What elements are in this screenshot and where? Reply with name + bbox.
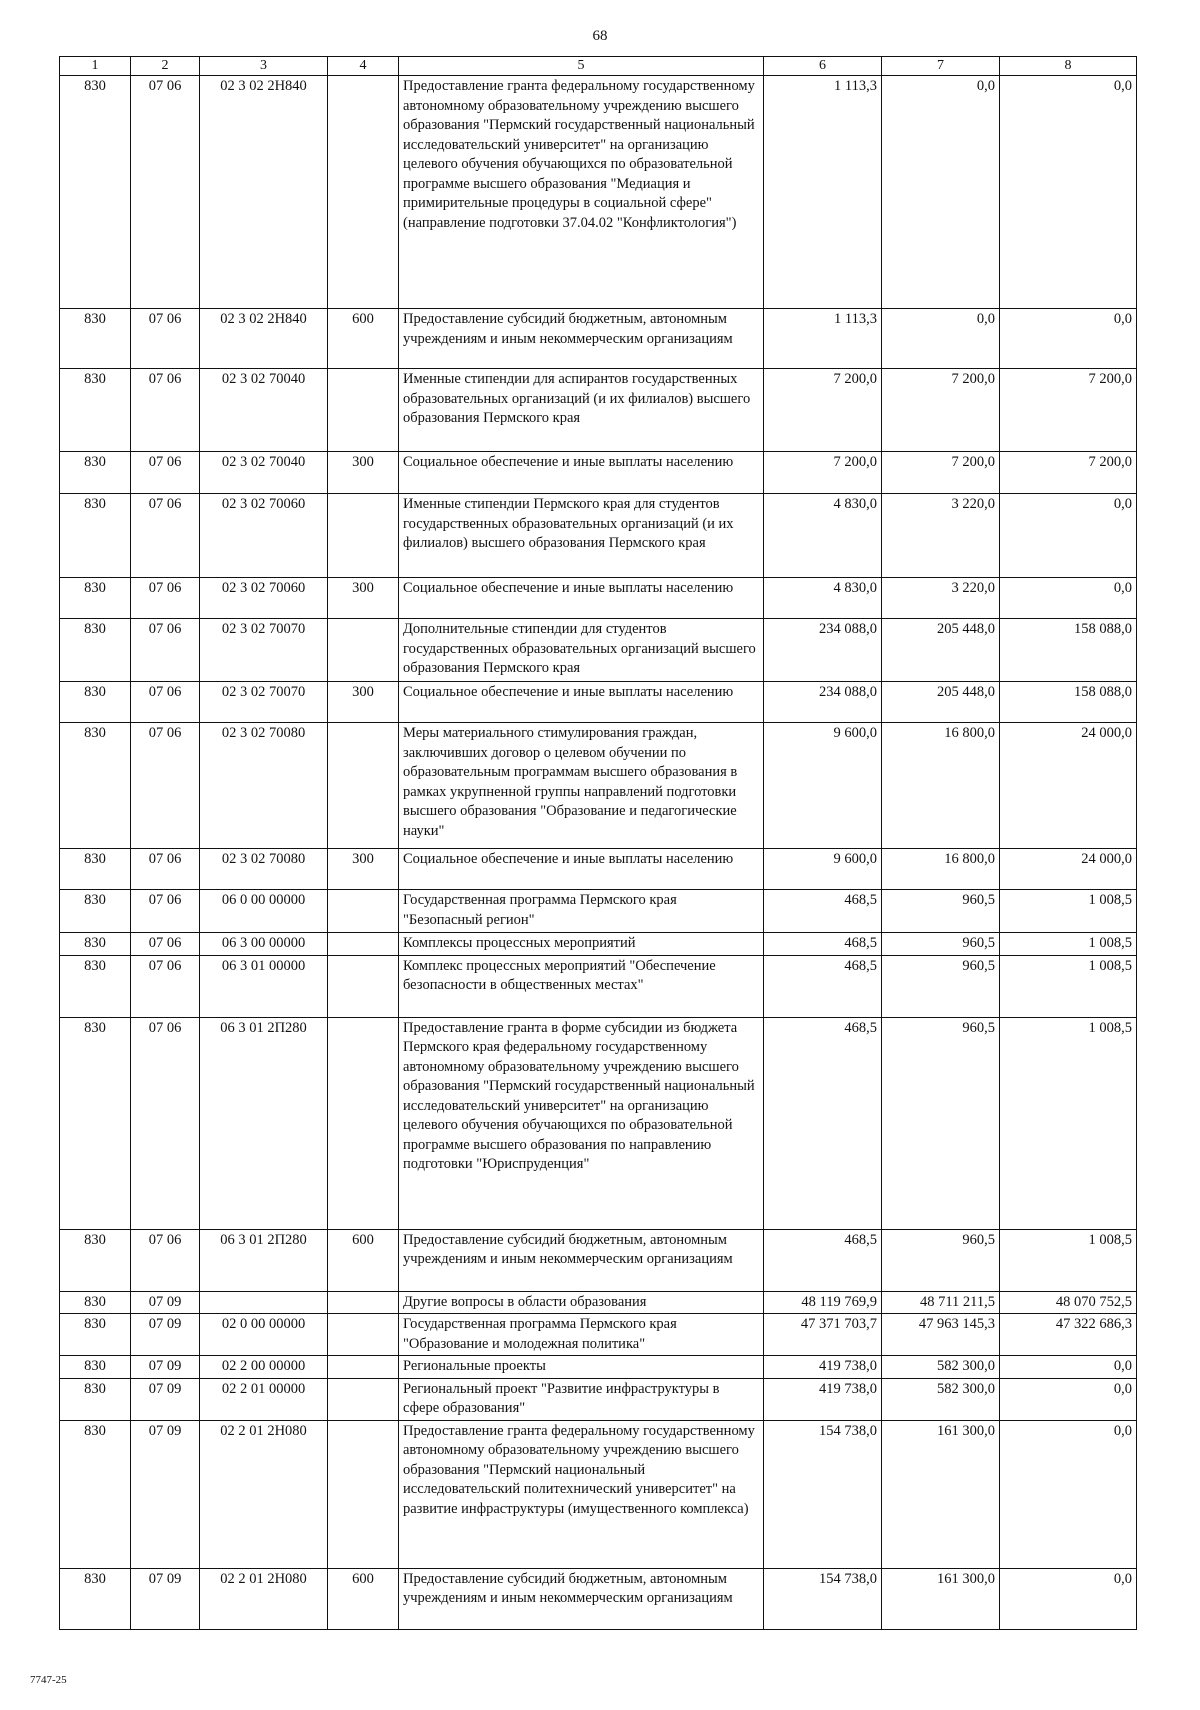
cell-target-code: 02 3 02 70040 <box>200 369 328 452</box>
cell-description: Предоставление субсидий бюджетным, автономным учреждениям и иным некоммерческим организациям <box>399 1568 764 1629</box>
table-row <box>60 890 1137 933</box>
cell-amount-year-3: 1 008,5 <box>1000 1017 1137 1229</box>
cell-target-code: 02 3 02 70040 <box>200 452 328 494</box>
table-row <box>60 619 1137 682</box>
cell-amount-year-1: 9 600,0 <box>764 849 882 890</box>
cell-target-code: 06 3 01 2П280 <box>200 1017 328 1229</box>
cell-amount-year-1: 7 200,0 <box>764 369 882 452</box>
table-row <box>60 494 1137 578</box>
cell-amount-year-2: 960,5 <box>882 1017 1000 1229</box>
cell-expense-type <box>328 890 399 933</box>
cell-amount-year-3: 24 000,0 <box>1000 723 1137 849</box>
cell-amount-year-1: 468,5 <box>764 1017 882 1229</box>
cell-section-code: 07 06 <box>131 682 200 723</box>
cell-admin-code: 830 <box>60 682 131 723</box>
cell-expense-type <box>328 933 399 956</box>
cell-amount-year-2: 960,5 <box>882 890 1000 933</box>
cell-amount-year-3: 1 008,5 <box>1000 1229 1137 1291</box>
cell-amount-year-3: 0,0 <box>1000 309 1137 369</box>
cell-section-code: 07 09 <box>131 1420 200 1568</box>
cell-amount-year-2: 0,0 <box>882 309 1000 369</box>
cell-amount-year-3: 0,0 <box>1000 1356 1137 1379</box>
cell-section-code: 07 09 <box>131 1568 200 1629</box>
cell-description: Региональные проекты <box>399 1356 764 1379</box>
cell-amount-year-2: 960,5 <box>882 933 1000 956</box>
cell-section-code: 07 06 <box>131 494 200 578</box>
cell-admin-code: 830 <box>60 494 131 578</box>
cell-expense-type <box>328 1314 399 1356</box>
cell-description: Государственная программа Пермского края "Образование и молодежная политика" <box>399 1314 764 1356</box>
cell-section-code: 07 06 <box>131 890 200 933</box>
cell-target-code: 02 2 00 00000 <box>200 1356 328 1379</box>
cell-amount-year-3: 0,0 <box>1000 494 1137 578</box>
cell-amount-year-3: 1 008,5 <box>1000 890 1137 933</box>
cell-target-code: 02 3 02 70070 <box>200 619 328 682</box>
column-header: 4 <box>328 57 399 76</box>
cell-amount-year-2: 161 300,0 <box>882 1568 1000 1629</box>
table-row <box>60 1229 1137 1291</box>
cell-description: Комплексы процессных мероприятий <box>399 933 764 956</box>
cell-amount-year-2: 0,0 <box>882 76 1000 309</box>
cell-amount-year-1: 4 830,0 <box>764 578 882 619</box>
cell-amount-year-1: 468,5 <box>764 933 882 956</box>
cell-description: Государственная программа Пермского края "Безопасный регион" <box>399 890 764 933</box>
cell-expense-type <box>328 619 399 682</box>
cell-amount-year-3: 1 008,5 <box>1000 955 1137 1017</box>
cell-description: Социальное обеспечение и иные выплаты населению <box>399 682 764 723</box>
table-row <box>60 1568 1137 1629</box>
cell-admin-code: 830 <box>60 890 131 933</box>
cell-expense-type <box>328 1378 399 1420</box>
cell-target-code <box>200 1291 328 1314</box>
cell-amount-year-1: 468,5 <box>764 1229 882 1291</box>
cell-amount-year-3: 0,0 <box>1000 1378 1137 1420</box>
cell-section-code: 07 06 <box>131 369 200 452</box>
cell-admin-code: 830 <box>60 1314 131 1356</box>
cell-admin-code: 830 <box>60 849 131 890</box>
cell-expense-type: 300 <box>328 682 399 723</box>
table-row <box>60 1291 1137 1314</box>
cell-admin-code: 830 <box>60 452 131 494</box>
cell-amount-year-1: 1 113,3 <box>764 76 882 309</box>
table-row <box>60 578 1137 619</box>
cell-target-code: 02 0 00 00000 <box>200 1314 328 1356</box>
cell-amount-year-1: 154 738,0 <box>764 1420 882 1568</box>
column-header: 5 <box>399 57 764 76</box>
cell-expense-type <box>328 1420 399 1568</box>
cell-target-code: 02 2 01 00000 <box>200 1378 328 1420</box>
table-row <box>60 452 1137 494</box>
cell-amount-year-1: 234 088,0 <box>764 619 882 682</box>
cell-expense-type <box>328 723 399 849</box>
cell-admin-code: 830 <box>60 1378 131 1420</box>
cell-description: Предоставление гранта в форме субсидии из бюджета Пермского края федеральному государственному автономному образовательному учреждению высшего образования "Пермский государственный национальный исследовательский университет" на организацию целевого обучения обучающихся по образовательной программе высшего образования по направлению подготовки "Юриспруденция" <box>399 1017 764 1229</box>
cell-section-code: 07 06 <box>131 723 200 849</box>
cell-amount-year-3: 7 200,0 <box>1000 369 1137 452</box>
cell-amount-year-2: 960,5 <box>882 955 1000 1017</box>
cell-amount-year-2: 16 800,0 <box>882 849 1000 890</box>
cell-amount-year-2: 7 200,0 <box>882 452 1000 494</box>
table-row <box>60 933 1137 956</box>
cell-amount-year-3: 48 070 752,5 <box>1000 1291 1137 1314</box>
column-header: 7 <box>882 57 1000 76</box>
cell-amount-year-1: 468,5 <box>764 890 882 933</box>
cell-section-code: 07 06 <box>131 955 200 1017</box>
cell-section-code: 07 06 <box>131 452 200 494</box>
table-row <box>60 1420 1137 1568</box>
cell-expense-type: 600 <box>328 1568 399 1629</box>
cell-amount-year-1: 419 738,0 <box>764 1356 882 1379</box>
table-row <box>60 723 1137 849</box>
table-row <box>60 309 1137 369</box>
cell-section-code: 07 09 <box>131 1378 200 1420</box>
cell-amount-year-1: 1 113,3 <box>764 309 882 369</box>
cell-description: Комплекс процессных мероприятий "Обеспечение безопасности в общественных местах" <box>399 955 764 1017</box>
cell-description: Социальное обеспечение и иные выплаты населению <box>399 578 764 619</box>
cell-section-code: 07 06 <box>131 76 200 309</box>
table-row <box>60 76 1137 309</box>
page-number: 68 <box>592 28 608 44</box>
cell-amount-year-3: 0,0 <box>1000 1568 1137 1629</box>
cell-expense-type <box>328 1356 399 1379</box>
cell-admin-code: 830 <box>60 619 131 682</box>
table-row <box>60 1314 1137 1356</box>
table-row <box>60 369 1137 452</box>
cell-amount-year-3: 1 008,5 <box>1000 933 1137 956</box>
cell-description: Именные стипендии Пермского края для студентов государственных образовательных организаций (и их филиалов) высшего образования Пермского края <box>399 494 764 578</box>
cell-amount-year-1: 4 830,0 <box>764 494 882 578</box>
cell-expense-type <box>328 955 399 1017</box>
cell-description: Предоставление субсидий бюджетным, автономным учреждениям и иным некоммерческим организациям <box>399 309 764 369</box>
cell-target-code: 06 0 00 00000 <box>200 890 328 933</box>
cell-expense-type: 300 <box>328 452 399 494</box>
cell-expense-type: 600 <box>328 309 399 369</box>
cell-target-code: 06 3 00 00000 <box>200 933 328 956</box>
cell-expense-type <box>328 1291 399 1314</box>
table-row <box>60 849 1137 890</box>
cell-amount-year-1: 154 738,0 <box>764 1568 882 1629</box>
cell-amount-year-3: 7 200,0 <box>1000 452 1137 494</box>
cell-section-code: 07 09 <box>131 1314 200 1356</box>
cell-description: Другие вопросы в области образования <box>399 1291 764 1314</box>
cell-admin-code: 830 <box>60 578 131 619</box>
column-header: 6 <box>764 57 882 76</box>
cell-section-code: 07 06 <box>131 849 200 890</box>
cell-target-code: 02 3 02 70060 <box>200 494 328 578</box>
table-row <box>60 682 1137 723</box>
cell-amount-year-2: 48 711 211,5 <box>882 1291 1000 1314</box>
cell-amount-year-1: 7 200,0 <box>764 452 882 494</box>
cell-amount-year-1: 9 600,0 <box>764 723 882 849</box>
cell-description: Именные стипендии для аспирантов государственных образовательных организаций (и их филиалов) высшего образования Пермского края <box>399 369 764 452</box>
column-header: 8 <box>1000 57 1137 76</box>
table-row <box>60 955 1137 1017</box>
cell-admin-code: 830 <box>60 1420 131 1568</box>
cell-description: Предоставление гранта федеральному государственному автономному образовательному учреждению высшего образования "Пермский национальный исследовательский политехнический университет" на развитие инфраструктуры (имущественного комплекса) <box>399 1420 764 1568</box>
cell-section-code: 07 06 <box>131 619 200 682</box>
budget-table <box>59 56 1137 1630</box>
cell-description: Меры материального стимулирования граждан, заключивших договор о целевом обучении по образовательным программам высшего образования в рамках укрупненной группы направлений подготовки высшего образования "Образование и педагогические науки" <box>399 723 764 849</box>
cell-admin-code: 830 <box>60 76 131 309</box>
cell-target-code: 02 3 02 70070 <box>200 682 328 723</box>
table-row <box>60 1356 1137 1379</box>
cell-target-code: 02 3 02 70080 <box>200 723 328 849</box>
cell-description: Предоставление субсидий бюджетным, автономным учреждениям и иным некоммерческим организациям <box>399 1229 764 1291</box>
cell-amount-year-2: 582 300,0 <box>882 1356 1000 1379</box>
cell-amount-year-1: 419 738,0 <box>764 1378 882 1420</box>
cell-expense-type: 300 <box>328 578 399 619</box>
cell-amount-year-2: 7 200,0 <box>882 369 1000 452</box>
cell-expense-type <box>328 494 399 578</box>
cell-amount-year-2: 205 448,0 <box>882 619 1000 682</box>
cell-amount-year-3: 47 322 686,3 <box>1000 1314 1137 1356</box>
cell-admin-code: 830 <box>60 1229 131 1291</box>
cell-admin-code: 830 <box>60 955 131 1017</box>
cell-description: Социальное обеспечение и иные выплаты населению <box>399 452 764 494</box>
cell-expense-type: 600 <box>328 1229 399 1291</box>
column-header: 2 <box>131 57 200 76</box>
cell-target-code: 02 3 02 2Н840 <box>200 309 328 369</box>
cell-expense-type <box>328 76 399 309</box>
cell-amount-year-2: 582 300,0 <box>882 1378 1000 1420</box>
cell-amount-year-2: 161 300,0 <box>882 1420 1000 1568</box>
cell-amount-year-3: 0,0 <box>1000 1420 1137 1568</box>
cell-section-code: 07 09 <box>131 1291 200 1314</box>
cell-amount-year-3: 24 000,0 <box>1000 849 1137 890</box>
cell-description: Региональный проект "Развитие инфраструктуры в сфере образования" <box>399 1378 764 1420</box>
cell-amount-year-3: 158 088,0 <box>1000 619 1137 682</box>
cell-section-code: 07 09 <box>131 1356 200 1379</box>
cell-admin-code: 830 <box>60 1568 131 1629</box>
document-code: 7747-25 <box>30 1674 67 1686</box>
cell-target-code: 02 2 01 2Н080 <box>200 1568 328 1629</box>
cell-admin-code: 830 <box>60 1356 131 1379</box>
cell-admin-code: 830 <box>60 1017 131 1229</box>
cell-target-code: 06 3 01 2П280 <box>200 1229 328 1291</box>
column-header: 1 <box>60 57 131 76</box>
cell-admin-code: 830 <box>60 933 131 956</box>
cell-description: Предоставление гранта федеральному государственному автономному образовательному учреждению высшего образования "Пермский государственный национальный исследовательский университет" на организацию целевого обучения обучающихся по образовательной программе высшего образования "Медиация и примирительные процедуры в социальной сфере" (направление подготовки 37.04.02 "Конфликтология") <box>399 76 764 309</box>
cell-description: Социальное обеспечение и иные выплаты населению <box>399 849 764 890</box>
table-row <box>60 1017 1137 1229</box>
cell-target-code: 02 3 02 70060 <box>200 578 328 619</box>
cell-admin-code: 830 <box>60 309 131 369</box>
cell-amount-year-1: 47 371 703,7 <box>764 1314 882 1356</box>
cell-amount-year-3: 0,0 <box>1000 76 1137 309</box>
cell-amount-year-1: 468,5 <box>764 955 882 1017</box>
cell-section-code: 07 06 <box>131 1229 200 1291</box>
cell-amount-year-2: 205 448,0 <box>882 682 1000 723</box>
cell-amount-year-2: 3 220,0 <box>882 578 1000 619</box>
cell-admin-code: 830 <box>60 723 131 849</box>
cell-target-code: 02 2 01 2Н080 <box>200 1420 328 1568</box>
column-header: 3 <box>200 57 328 76</box>
cell-amount-year-3: 0,0 <box>1000 578 1137 619</box>
cell-amount-year-2: 3 220,0 <box>882 494 1000 578</box>
cell-expense-type <box>328 1017 399 1229</box>
cell-amount-year-3: 158 088,0 <box>1000 682 1137 723</box>
cell-amount-year-1: 48 119 769,9 <box>764 1291 882 1314</box>
cell-description: Дополнительные стипендии для студентов государственных образовательных организаций высшего образования Пермского края <box>399 619 764 682</box>
cell-target-code: 02 3 02 2Н840 <box>200 76 328 309</box>
cell-expense-type: 300 <box>328 849 399 890</box>
cell-amount-year-1: 234 088,0 <box>764 682 882 723</box>
cell-section-code: 07 06 <box>131 1017 200 1229</box>
cell-amount-year-2: 960,5 <box>882 1229 1000 1291</box>
cell-admin-code: 830 <box>60 369 131 452</box>
cell-amount-year-2: 47 963 145,3 <box>882 1314 1000 1356</box>
cell-target-code: 06 3 01 00000 <box>200 955 328 1017</box>
cell-amount-year-2: 16 800,0 <box>882 723 1000 849</box>
cell-section-code: 07 06 <box>131 578 200 619</box>
table-row <box>60 1378 1137 1420</box>
cell-admin-code: 830 <box>60 1291 131 1314</box>
cell-section-code: 07 06 <box>131 933 200 956</box>
cell-expense-type <box>328 369 399 452</box>
column-numbers-row <box>60 57 1137 76</box>
cell-section-code: 07 06 <box>131 309 200 369</box>
cell-target-code: 02 3 02 70080 <box>200 849 328 890</box>
